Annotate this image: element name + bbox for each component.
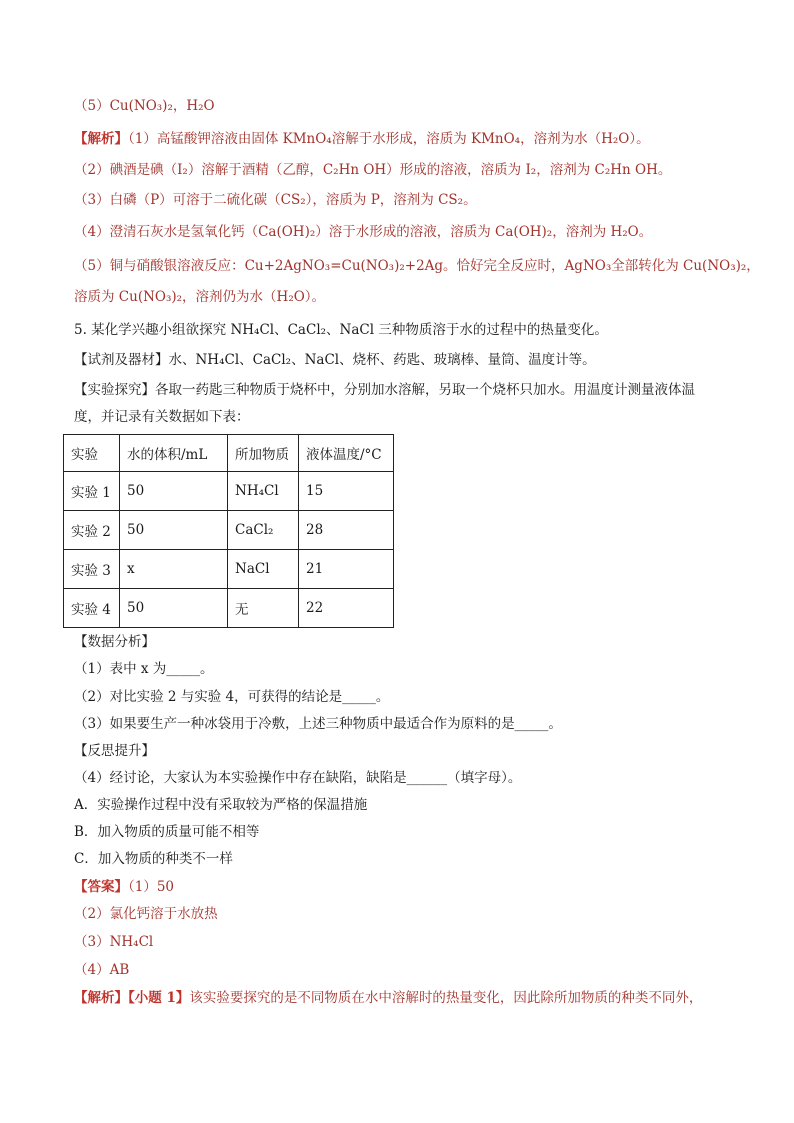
experiment-line-2: 度，并记录有关数据如下表： [74,409,250,425]
question-5-stem: 5. 某化学兴趣小组欲探究 NH₄Cl、CaCl₂、NaCl 三种物质溶于水的过程中的热量变化。 [74,322,608,338]
table-cell: NH₄Cl [228,472,299,511]
analysis-line-4: （4）澄清石灰水是氢氧化钙（Ca(OH)₂）溶于水形成的溶液，溶质为 Ca(OH)₂，溶剂为 H₂O。 [74,224,653,240]
answer-line-1 [74,877,174,897]
table-cell: CaCl₂ [228,511,299,550]
option-b: B．加入物质的质量可能不相等 [74,824,260,840]
analysis-q1-line [74,988,702,1008]
analysis-line-5: （5）铜与硝酸银溶液反应：Cu+2AgNO₃=Cu(NO₃)₂+2Ag。恰好完全反应时，AgNO₃全部转化为 Cu(NO₃)₂， [74,258,760,274]
table-cell: 50 [120,511,228,550]
table-cell: 实验 2 [64,511,120,550]
analysis-line-1 [74,129,650,149]
analysis-line-2: （2）碘酒是碘（I₂）溶解于酒精（乙醇，C₂Hn OH）形成的溶液，溶质为 I₂，溶剂为 C₂Hn OH。 [74,162,672,178]
question-3: （3）如果要生产一种冰袋用于冷敷，上述三种物质中最适合作为原料的是_____。 [74,716,562,732]
analysis-line-3: （3）白磷（P）可溶于二硫化碳（CS₂），溶质为 P，溶剂为 CS₂。 [74,192,477,208]
question-1: （1）表中 x 为_____。 [74,661,214,677]
data-analysis-heading: 【数据分析】 [74,634,155,650]
answer-line-2: （2）氯化钙溶于水放热 [74,906,218,922]
table-row [64,550,394,589]
reagents-line: 【试剂及器材】水、NH₄Cl、CaCl₂、NaCl、烧杯、药匙、玻璃棒、量筒、温度计等。 [74,352,596,368]
analysis-tag: 【解析】 [74,131,128,147]
table-header-cell: 实验 [64,435,120,472]
table-cell: x [120,550,228,589]
answer-line-4: （4）AB [74,962,130,978]
analysis-q1-text: 该实验要探究的是不同物质在水中溶解时的热量变化，因此除所加物质的种类不同外， [189,990,703,1006]
option-a: A．实验操作过程中没有采取较为严格的保温措施 [74,797,368,813]
reflection-heading: 【反思提升】 [74,743,155,759]
table-cell: 28 [299,511,394,550]
table-cell: 50 [120,589,228,628]
question-2: （2）对比实验 2 与实验 4，可获得的结论是_____。 [74,689,390,705]
table-cell: 22 [299,589,394,628]
analysis-q1-tag: 【解析】【小题 1】 [74,990,190,1006]
table-row [64,589,394,628]
table-header-cell: 所加物质 [228,435,299,472]
question-4: （4）经讨论，大家认为本实验操作中存在缺陷，缺陷是______（填字母）。 [74,770,522,786]
option-c: C．加入物质的种类不一样 [74,851,233,867]
data-table [63,434,394,628]
answer-text-1: （1）50 [128,879,175,895]
table-row [64,472,394,511]
table-cell: 21 [299,550,394,589]
table-cell: 实验 1 [64,472,120,511]
table-cell: 15 [299,472,394,511]
table-cell: 无 [228,589,299,628]
answer-tag: 【答案】 [74,879,128,895]
answer-line-3: （3）NH₄Cl [74,934,154,950]
table-header-cell: 水的体积/mL [120,435,228,472]
table-header-cell: 液体温度/°C [299,435,394,472]
table-cell: 50 [120,472,228,511]
table-header-row [64,435,394,472]
table-cell: 实验 4 [64,589,120,628]
experiment-line-1: 【实验探究】各取一药匙三种物质于烧杯中，分别加水溶解，另取一个烧杯只加水。用温度计测量液体温 [74,382,695,398]
table-row [64,511,394,550]
table-cell: 实验 3 [64,550,120,589]
answer-5-line: （5）Cu(NO₃)₂，H₂O [74,98,215,114]
analysis-line-6: 溶质为 Cu(NO₃)₂，溶剂仍为水（H₂O）。 [74,289,326,305]
table-cell: NaCl [228,550,299,589]
analysis-text-1: （1）高锰酸钾溶液由固体 KMnO₄溶解于水形成，溶质为 KMnO₄，溶剂为水（H₂O）。 [128,131,650,147]
